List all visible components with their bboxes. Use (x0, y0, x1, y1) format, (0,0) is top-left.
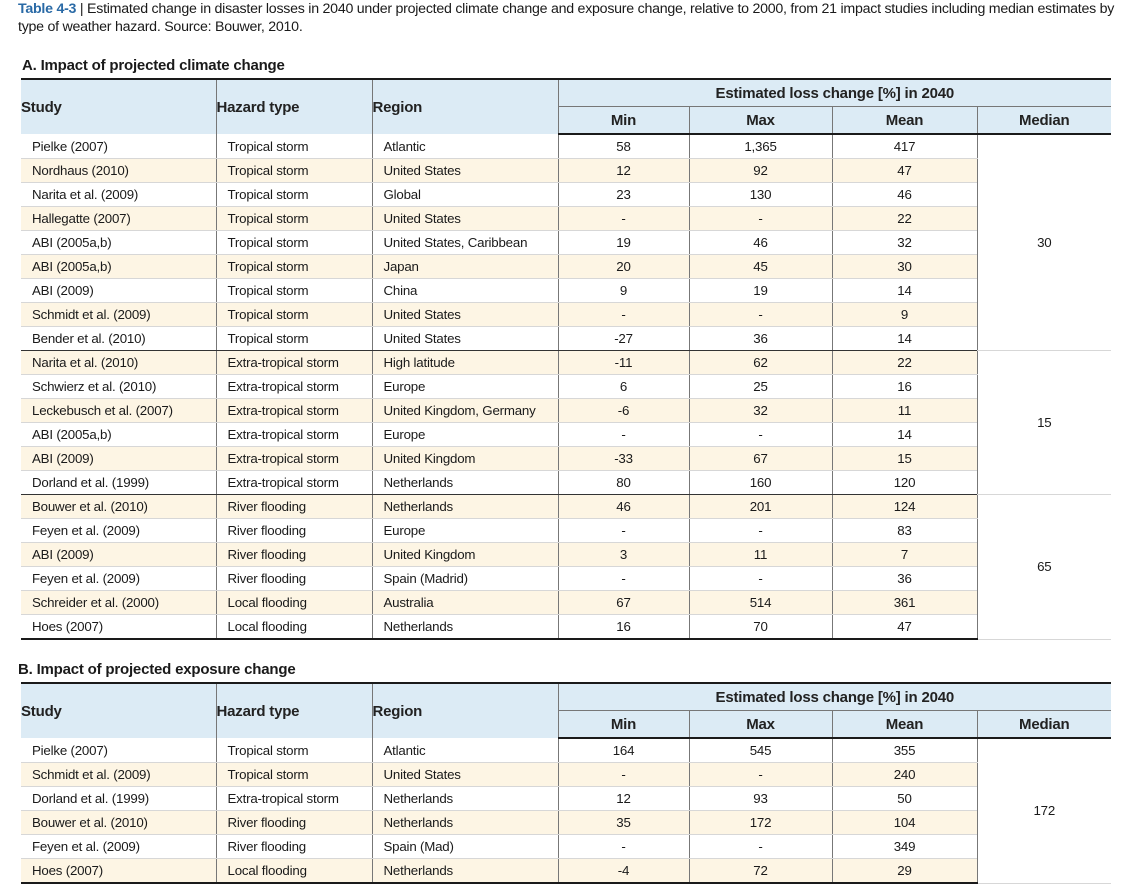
table-row (21, 447, 1111, 471)
region-cell: United Kingdom (372, 543, 558, 567)
median-cell: 172 (977, 738, 1111, 883)
min-cell: 164 (558, 738, 689, 763)
min-cell: 20 (558, 255, 689, 279)
mean-cell: 30 (832, 255, 977, 279)
section-b-title: B. Impact of projected exposure change (18, 661, 296, 678)
max-cell: 201 (689, 495, 832, 519)
max-cell: 545 (689, 738, 832, 763)
table-row (21, 471, 1111, 495)
table-row (21, 207, 1111, 231)
study-cell: ABI (2009) (21, 279, 216, 303)
study-cell: Dorland et al. (1999) (21, 471, 216, 495)
hazard-type-cell: River flooding (216, 495, 372, 519)
mean-cell: 32 (832, 231, 977, 255)
hazard-type-cell: Tropical storm (216, 231, 372, 255)
min-cell: 3 (558, 543, 689, 567)
caption-text: Estimated change in disaster losses in 2040 under projected climate change and exposure change, relative to 2000, from 21 impact studies including median estimates by type of weather hazard. Source: Bouwer, 2010. (18, 1, 1115, 35)
region-cell: Atlantic (372, 134, 558, 159)
min-cell: - (558, 519, 689, 543)
max-cell: 36 (689, 327, 832, 351)
max-cell: 46 (689, 231, 832, 255)
table-row (21, 159, 1111, 183)
study-cell: Pielke (2007) (21, 134, 216, 159)
hazard-type-cell: River flooding (216, 811, 372, 835)
region-cell: Atlantic (372, 738, 558, 763)
study-cell: Bouwer et al. (2010) (21, 811, 216, 835)
study-cell: Dorland et al. (1999) (21, 787, 216, 811)
hazard-type-cell: River flooding (216, 543, 372, 567)
min-cell: -4 (558, 859, 689, 884)
mean-cell: 240 (832, 763, 977, 787)
hazard-type-cell: Extra-tropical storm (216, 351, 372, 375)
region-cell: Japan (372, 255, 558, 279)
region-cell: Europe (372, 423, 558, 447)
hazard-type-cell: Tropical storm (216, 303, 372, 327)
table-row (21, 134, 1111, 159)
region-cell: United States, Caribbean (372, 231, 558, 255)
study-cell: ABI (2005a,b) (21, 231, 216, 255)
header-max: Max (689, 107, 832, 135)
min-cell: 35 (558, 811, 689, 835)
max-cell: 32 (689, 399, 832, 423)
climate-change-rows (21, 134, 1111, 639)
mean-cell: 9 (832, 303, 977, 327)
max-cell: 25 (689, 375, 832, 399)
hazard-type-cell: Local flooding (216, 859, 372, 884)
max-cell: - (689, 763, 832, 787)
region-cell: United States (372, 763, 558, 787)
study-cell: Feyen et al. (2009) (21, 567, 216, 591)
median-cell: 30 (977, 134, 1111, 351)
header-mean: Mean (832, 107, 977, 135)
table-row (21, 738, 1111, 763)
hazard-type-cell: River flooding (216, 519, 372, 543)
region-cell: Global (372, 183, 558, 207)
max-cell: 67 (689, 447, 832, 471)
min-cell: 58 (558, 134, 689, 159)
table-row (21, 303, 1111, 327)
table-row (21, 763, 1111, 787)
region-cell: Netherlands (372, 787, 558, 811)
mean-cell: 46 (832, 183, 977, 207)
study-cell: Nordhaus (2010) (21, 159, 216, 183)
hazard-type-cell: Extra-tropical storm (216, 447, 372, 471)
hazard-type-cell: Extra-tropical storm (216, 423, 372, 447)
region-cell: Spain (Mad) (372, 835, 558, 859)
median-cell: 65 (977, 495, 1111, 640)
region-cell: High latitude (372, 351, 558, 375)
max-cell: - (689, 303, 832, 327)
hazard-type-cell: Extra-tropical storm (216, 471, 372, 495)
table-caption (18, 0, 1118, 36)
table-row (21, 811, 1111, 835)
mean-cell: 7 (832, 543, 977, 567)
min-cell: 6 (558, 375, 689, 399)
mean-cell: 47 (832, 159, 977, 183)
study-cell: Feyen et al. (2009) (21, 519, 216, 543)
mean-cell: 14 (832, 279, 977, 303)
table-row (21, 835, 1111, 859)
min-cell: -11 (558, 351, 689, 375)
study-cell: Narita et al. (2009) (21, 183, 216, 207)
table-row (21, 787, 1111, 811)
table-row (21, 859, 1111, 884)
study-cell: ABI (2009) (21, 447, 216, 471)
region-cell: Europe (372, 519, 558, 543)
table-row (21, 351, 1111, 375)
study-cell: ABI (2005a,b) (21, 423, 216, 447)
mean-cell: 124 (832, 495, 977, 519)
mean-cell: 349 (832, 835, 977, 859)
max-cell: 62 (689, 351, 832, 375)
max-cell: - (689, 519, 832, 543)
study-cell: Narita et al. (2010) (21, 351, 216, 375)
region-cell: Spain (Madrid) (372, 567, 558, 591)
min-cell: - (558, 835, 689, 859)
table-row (21, 399, 1111, 423)
study-cell: Schmidt et al. (2009) (21, 763, 216, 787)
max-cell: 70 (689, 615, 832, 640)
caption-separator: | (76, 1, 88, 17)
study-cell: Bender et al. (2010) (21, 327, 216, 351)
table-row (21, 519, 1111, 543)
mean-cell: 50 (832, 787, 977, 811)
max-cell: 514 (689, 591, 832, 615)
hazard-type-cell: Local flooding (216, 591, 372, 615)
header-min: Min (558, 711, 689, 739)
header-min: Min (558, 107, 689, 135)
mean-cell: 14 (832, 327, 977, 351)
min-cell: 9 (558, 279, 689, 303)
climate-change-table (21, 78, 1111, 640)
min-cell: 19 (558, 231, 689, 255)
hazard-type-cell: Tropical storm (216, 183, 372, 207)
hazard-type-cell: River flooding (216, 835, 372, 859)
study-cell: Feyen et al. (2009) (21, 835, 216, 859)
table-row (21, 495, 1111, 519)
study-cell: Schmidt et al. (2009) (21, 303, 216, 327)
hazard-type-cell: Tropical storm (216, 134, 372, 159)
hazard-type-cell: Local flooding (216, 615, 372, 640)
min-cell: - (558, 567, 689, 591)
hazard-type-cell: Tropical storm (216, 738, 372, 763)
min-cell: 16 (558, 615, 689, 640)
mean-cell: 36 (832, 567, 977, 591)
table-row (21, 255, 1111, 279)
max-cell: - (689, 835, 832, 859)
region-cell: China (372, 279, 558, 303)
region-cell: United Kingdom, Germany (372, 399, 558, 423)
header-hazard-type: Hazard type (216, 79, 372, 134)
table-row (21, 327, 1111, 351)
header-hazard-type: Hazard type (216, 683, 372, 738)
max-cell: 160 (689, 471, 832, 495)
header-max: Max (689, 711, 832, 739)
min-cell: 12 (558, 159, 689, 183)
min-cell: 80 (558, 471, 689, 495)
study-cell: Leckebusch et al. (2007) (21, 399, 216, 423)
max-cell: 92 (689, 159, 832, 183)
header-median: Median (977, 711, 1111, 739)
region-cell: United Kingdom (372, 447, 558, 471)
region-cell: Europe (372, 375, 558, 399)
min-cell: - (558, 207, 689, 231)
region-cell: Netherlands (372, 859, 558, 884)
min-cell: -33 (558, 447, 689, 471)
mean-cell: 104 (832, 811, 977, 835)
min-cell: 23 (558, 183, 689, 207)
study-cell: Bouwer et al. (2010) (21, 495, 216, 519)
header-region: Region (372, 79, 558, 134)
min-cell: - (558, 763, 689, 787)
region-cell: United States (372, 159, 558, 183)
min-cell: - (558, 303, 689, 327)
max-cell: - (689, 423, 832, 447)
mean-cell: 29 (832, 859, 977, 884)
table-row (21, 231, 1111, 255)
region-cell: Netherlands (372, 495, 558, 519)
header-median: Median (977, 107, 1111, 135)
hazard-type-cell: Tropical storm (216, 327, 372, 351)
table-row (21, 279, 1111, 303)
max-cell: 72 (689, 859, 832, 884)
hazard-type-cell: Tropical storm (216, 279, 372, 303)
mean-cell: 355 (832, 738, 977, 763)
hazard-type-cell: River flooding (216, 567, 372, 591)
min-cell: 46 (558, 495, 689, 519)
hazard-type-cell: Extra-tropical storm (216, 375, 372, 399)
region-cell: Australia (372, 591, 558, 615)
hazard-type-cell: Extra-tropical storm (216, 787, 372, 811)
hazard-type-cell: Tropical storm (216, 763, 372, 787)
study-cell: Pielke (2007) (21, 738, 216, 763)
header-estimated-loss-change: Estimated loss change [%] in 2040 (558, 683, 1111, 711)
mean-cell: 11 (832, 399, 977, 423)
study-cell: Hoes (2007) (21, 615, 216, 640)
study-cell: ABI (2009) (21, 543, 216, 567)
study-cell: Hallegatte (2007) (21, 207, 216, 231)
exposure-change-rows (21, 738, 1111, 883)
region-cell: Netherlands (372, 615, 558, 640)
region-cell: United States (372, 327, 558, 351)
max-cell: 93 (689, 787, 832, 811)
region-cell: Netherlands (372, 471, 558, 495)
header-region: Region (372, 683, 558, 738)
median-cell: 15 (977, 351, 1111, 495)
max-cell: 45 (689, 255, 832, 279)
section-a-title: A. Impact of projected climate change (22, 57, 285, 74)
max-cell: - (689, 567, 832, 591)
max-cell: 172 (689, 811, 832, 835)
min-cell: -27 (558, 327, 689, 351)
mean-cell: 120 (832, 471, 977, 495)
mean-cell: 16 (832, 375, 977, 399)
min-cell: - (558, 423, 689, 447)
mean-cell: 22 (832, 351, 977, 375)
table-row (21, 543, 1111, 567)
mean-cell: 14 (832, 423, 977, 447)
table-row (21, 567, 1111, 591)
mean-cell: 47 (832, 615, 977, 640)
min-cell: 67 (558, 591, 689, 615)
mean-cell: 417 (832, 134, 977, 159)
max-cell: 1,365 (689, 134, 832, 159)
mean-cell: 83 (832, 519, 977, 543)
hazard-type-cell: Tropical storm (216, 207, 372, 231)
max-cell: 19 (689, 279, 832, 303)
header-mean: Mean (832, 711, 977, 739)
min-cell: 12 (558, 787, 689, 811)
study-cell: ABI (2005a,b) (21, 255, 216, 279)
header-study: Study (21, 683, 216, 738)
max-cell: 11 (689, 543, 832, 567)
hazard-type-cell: Tropical storm (216, 159, 372, 183)
mean-cell: 15 (832, 447, 977, 471)
header-study: Study (21, 79, 216, 134)
hazard-type-cell: Tropical storm (216, 255, 372, 279)
max-cell: - (689, 207, 832, 231)
exposure-change-table (21, 682, 1111, 884)
header-estimated-loss-change: Estimated loss change [%] in 2040 (558, 79, 1111, 107)
max-cell: 130 (689, 183, 832, 207)
region-cell: United States (372, 207, 558, 231)
hazard-type-cell: Extra-tropical storm (216, 399, 372, 423)
min-cell: -6 (558, 399, 689, 423)
mean-cell: 22 (832, 207, 977, 231)
study-cell: Schwierz et al. (2010) (21, 375, 216, 399)
study-cell: Schreider et al. (2000) (21, 591, 216, 615)
mean-cell: 361 (832, 591, 977, 615)
table-number: Table 4-3 (18, 1, 77, 17)
table-row (21, 591, 1111, 615)
table-row (21, 423, 1111, 447)
table-row (21, 615, 1111, 640)
table-row (21, 183, 1111, 207)
table-row (21, 375, 1111, 399)
region-cell: Netherlands (372, 811, 558, 835)
region-cell: United States (372, 303, 558, 327)
study-cell: Hoes (2007) (21, 859, 216, 884)
